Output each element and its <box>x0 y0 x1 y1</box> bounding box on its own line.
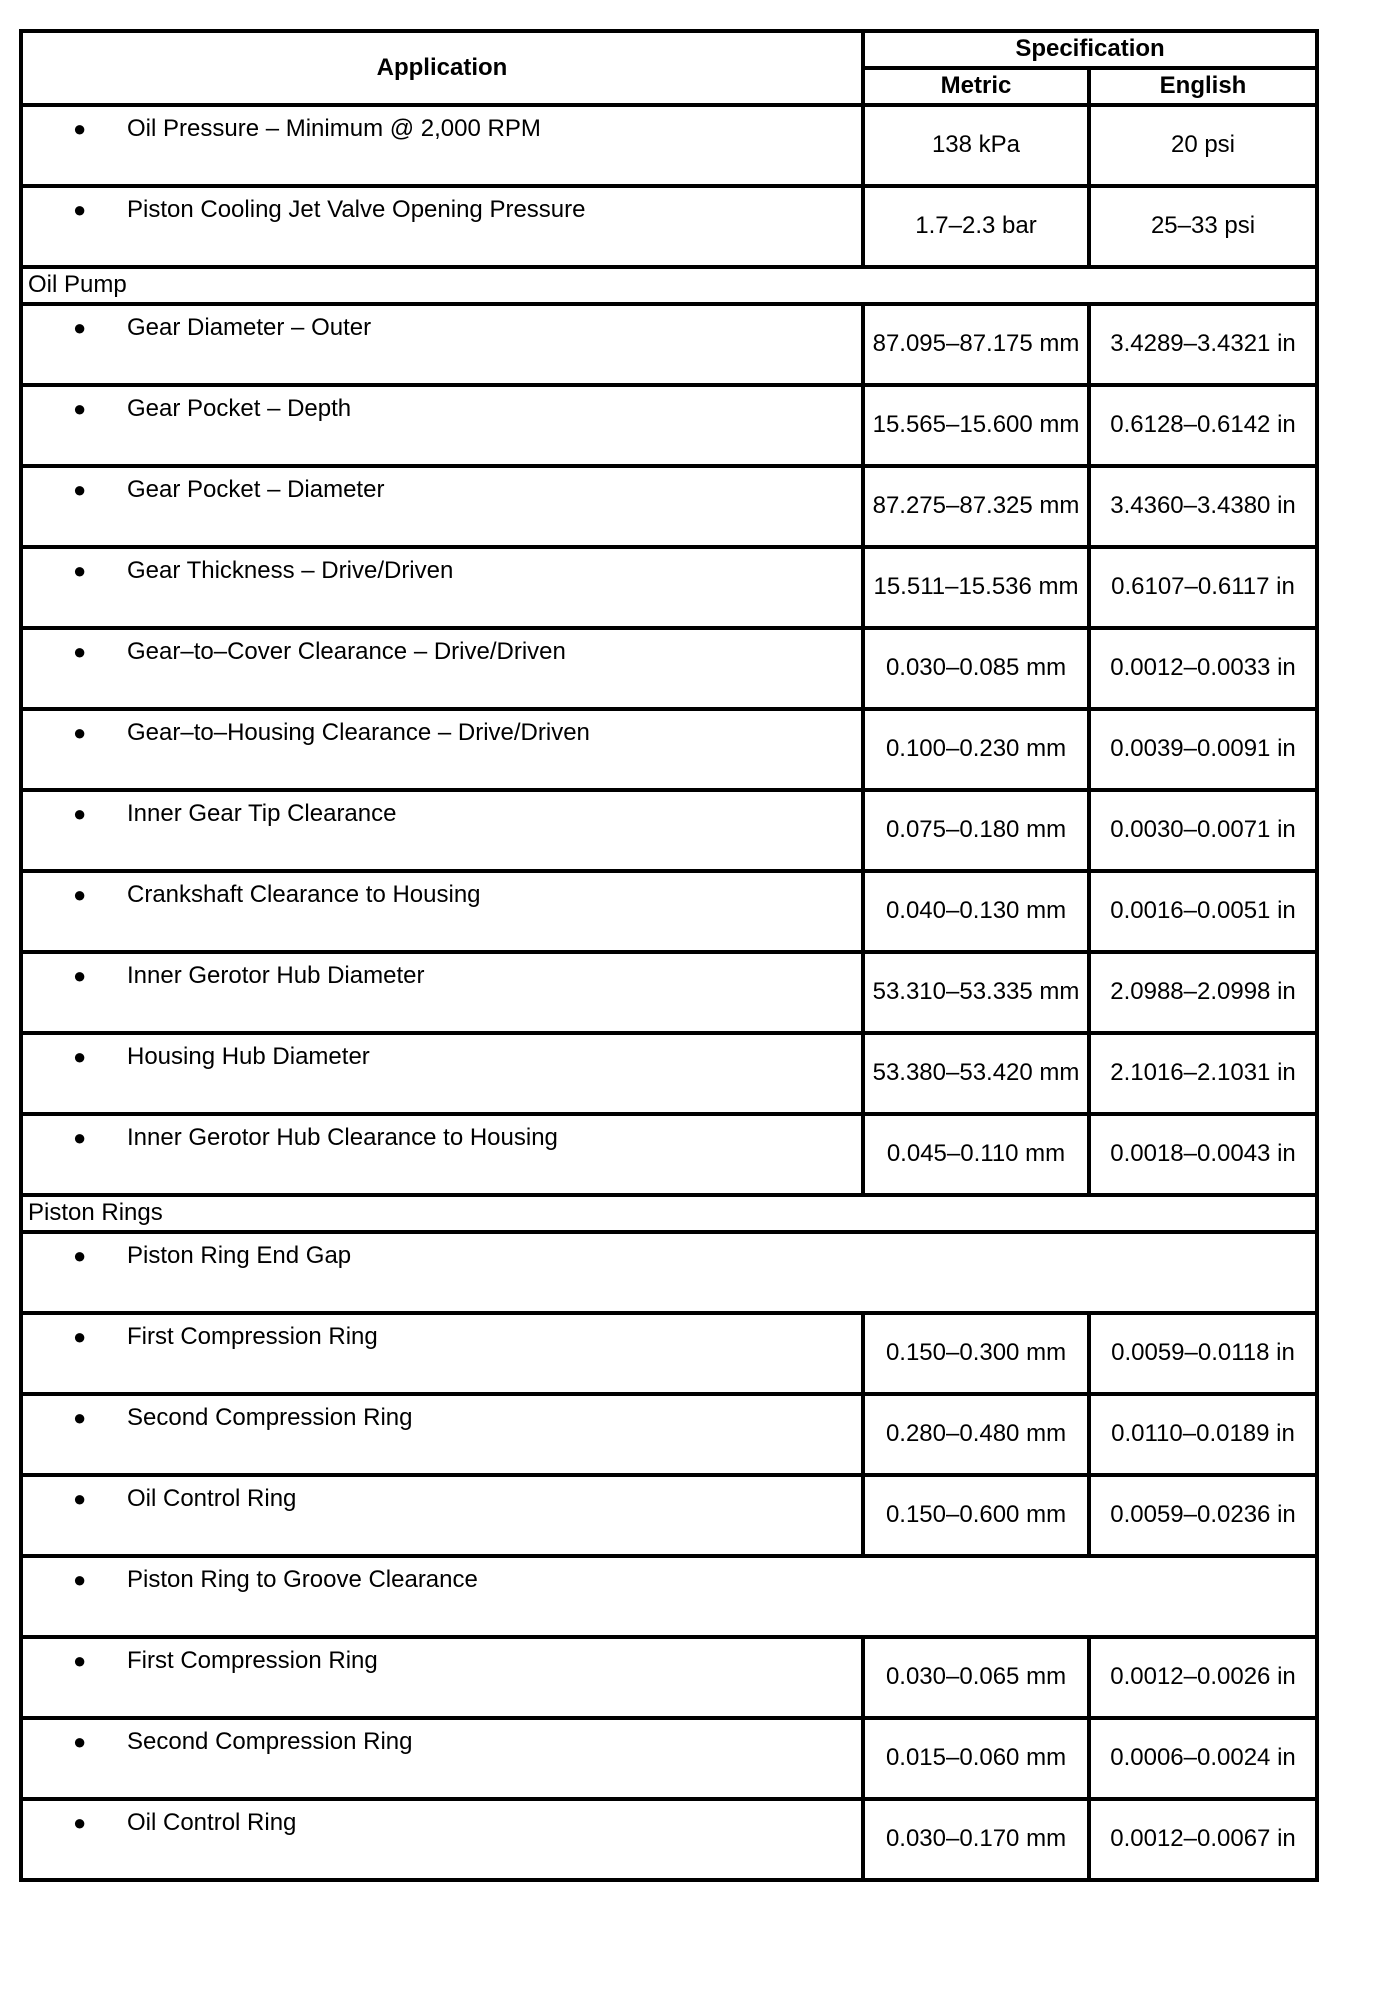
metric-value: 0.040–0.130 mm <box>863 871 1089 952</box>
application-label: Piston Cooling Jet Valve Opening Pressure <box>127 196 586 223</box>
english-value: 0.0059–0.0236 in <box>1089 1475 1317 1556</box>
metric-value: 15.565–15.600 mm <box>863 385 1089 466</box>
bullet-icon: ● <box>73 558 87 583</box>
application-cell <box>21 1718 863 1799</box>
section-row <box>21 1195 1317 1232</box>
application-label: Second Compression Ring <box>127 1404 413 1431</box>
bullet-icon: ● <box>73 882 87 907</box>
application-header: Application <box>21 31 863 105</box>
specification-header: Specification <box>863 31 1317 68</box>
metric-value: 0.150–0.600 mm <box>863 1475 1089 1556</box>
application-cell <box>21 304 863 385</box>
application-label: Inner Gerotor Hub Diameter <box>127 962 425 989</box>
application-cell <box>21 790 863 871</box>
application-label: Inner Gerotor Hub Clearance to Housing <box>127 1124 558 1151</box>
english-value: 0.0012–0.0033 in <box>1089 628 1317 709</box>
application-cell <box>21 1799 863 1880</box>
table-row <box>21 1799 1317 1880</box>
application-label: Inner Gear Tip Clearance <box>127 800 397 827</box>
bullet-icon: ● <box>73 1648 87 1673</box>
bullet-icon: ● <box>73 1044 87 1069</box>
metric-header: Metric <box>863 68 1089 105</box>
bullet-icon: ● <box>73 1405 87 1430</box>
bullet-icon: ● <box>73 116 87 141</box>
bullet-icon: ● <box>73 1486 87 1511</box>
application-cell <box>21 1033 863 1114</box>
application-label: Piston Ring to Groove Clearance <box>127 1566 478 1593</box>
metric-value: 53.380–53.420 mm <box>863 1033 1089 1114</box>
metric-value: 0.100–0.230 mm <box>863 709 1089 790</box>
table-row <box>21 952 1317 1033</box>
english-value: 25–33 psi <box>1089 186 1317 267</box>
table-row <box>21 1394 1317 1475</box>
table-row <box>21 790 1317 871</box>
bullet-icon: ● <box>73 396 87 421</box>
application-cell <box>21 1313 863 1394</box>
english-value: 0.0012–0.0026 in <box>1089 1637 1317 1718</box>
application-cell <box>21 628 863 709</box>
bullet-icon: ● <box>73 1729 87 1754</box>
table-row <box>21 304 1317 385</box>
bullet-icon: ● <box>73 1243 87 1268</box>
english-value: 2.1016–2.1031 in <box>1089 1033 1317 1114</box>
application-label: Oil Pressure – Minimum @ 2,000 RPM <box>127 115 541 142</box>
metric-value: 0.030–0.170 mm <box>863 1799 1089 1880</box>
bullet-icon: ● <box>73 801 87 826</box>
table-body <box>21 105 1317 1880</box>
bullet-icon: ● <box>73 1324 87 1349</box>
application-label: Gear–to–Housing Clearance – Drive/Driven <box>127 719 590 746</box>
section-row <box>21 267 1317 304</box>
application-label: Gear–to–Cover Clearance – Drive/Driven <box>127 638 566 665</box>
application-cell <box>21 1556 1317 1637</box>
application-cell <box>21 1475 863 1556</box>
english-value: 0.0039–0.0091 in <box>1089 709 1317 790</box>
metric-value: 0.280–0.480 mm <box>863 1394 1089 1475</box>
specification-table <box>19 29 1319 1882</box>
metric-value: 87.095–87.175 mm <box>863 304 1089 385</box>
metric-value: 53.310–53.335 mm <box>863 952 1089 1033</box>
metric-value: 0.150–0.300 mm <box>863 1313 1089 1394</box>
table-row <box>21 871 1317 952</box>
bullet-icon: ● <box>73 197 87 222</box>
english-value: 0.6128–0.6142 in <box>1089 385 1317 466</box>
english-value: 0.0006–0.0024 in <box>1089 1718 1317 1799</box>
application-cell <box>21 1232 1317 1313</box>
metric-value: 1.7–2.3 bar <box>863 186 1089 267</box>
metric-value: 0.015–0.060 mm <box>863 1718 1089 1799</box>
bullet-icon: ● <box>73 1567 87 1592</box>
group-row <box>21 1556 1317 1637</box>
application-label: First Compression Ring <box>127 1647 378 1674</box>
application-label: Oil Control Ring <box>127 1485 297 1512</box>
application-cell <box>21 1637 863 1718</box>
application-label: Gear Thickness – Drive/Driven <box>127 557 454 584</box>
application-cell <box>21 385 863 466</box>
application-label: First Compression Ring <box>127 1323 378 1350</box>
table-row <box>21 1033 1317 1114</box>
application-cell <box>21 466 863 547</box>
metric-value: 15.511–15.536 mm <box>863 547 1089 628</box>
metric-value: 0.045–0.110 mm <box>863 1114 1089 1195</box>
application-label: Gear Pocket – Depth <box>127 395 352 422</box>
table-row <box>21 466 1317 547</box>
application-cell <box>21 952 863 1033</box>
table-row <box>21 1475 1317 1556</box>
table-row <box>21 1114 1317 1195</box>
metric-value: 138 kPa <box>863 105 1089 186</box>
application-cell <box>21 709 863 790</box>
english-value: 0.0012–0.0067 in <box>1089 1799 1317 1880</box>
english-value: 3.4360–3.4380 in <box>1089 466 1317 547</box>
application-cell <box>21 871 863 952</box>
english-value: 0.0016–0.0051 in <box>1089 871 1317 952</box>
application-label: Gear Diameter – Outer <box>127 314 372 341</box>
metric-value: 87.275–87.325 mm <box>863 466 1089 547</box>
metric-value: 0.030–0.085 mm <box>863 628 1089 709</box>
table-row <box>21 186 1317 267</box>
group-row <box>21 1232 1317 1313</box>
english-value: 0.0059–0.0118 in <box>1089 1313 1317 1394</box>
english-value: 2.0988–2.0998 in <box>1089 952 1317 1033</box>
application-cell <box>21 1114 863 1195</box>
application-label: Housing Hub Diameter <box>127 1043 370 1070</box>
english-value: 0.6107–0.6117 in <box>1089 547 1317 628</box>
bullet-icon: ● <box>73 639 87 664</box>
bullet-icon: ● <box>73 315 87 340</box>
application-label: Second Compression Ring <box>127 1728 413 1755</box>
english-value: 0.0110–0.0189 in <box>1089 1394 1317 1475</box>
table-row <box>21 1313 1317 1394</box>
table-row <box>21 709 1317 790</box>
table-row <box>21 1637 1317 1718</box>
english-header: English <box>1089 68 1317 105</box>
section-label: Piston Rings <box>21 1195 1317 1232</box>
table-row <box>21 105 1317 186</box>
metric-value: 0.075–0.180 mm <box>863 790 1089 871</box>
application-cell <box>21 186 863 267</box>
application-label: Oil Control Ring <box>127 1809 297 1836</box>
table-row <box>21 385 1317 466</box>
english-value: 3.4289–3.4321 in <box>1089 304 1317 385</box>
application-label: Gear Pocket – Diameter <box>127 476 385 503</box>
application-cell <box>21 105 863 186</box>
table-row <box>21 628 1317 709</box>
bullet-icon: ● <box>73 963 87 988</box>
english-value: 20 psi <box>1089 105 1317 186</box>
english-value: 0.0018–0.0043 in <box>1089 1114 1317 1195</box>
application-label: Piston Ring End Gap <box>127 1242 352 1269</box>
english-value: 0.0030–0.0071 in <box>1089 790 1317 871</box>
table-row <box>21 547 1317 628</box>
table-row <box>21 1718 1317 1799</box>
application-cell <box>21 1394 863 1475</box>
metric-value: 0.030–0.065 mm <box>863 1637 1089 1718</box>
application-cell <box>21 547 863 628</box>
bullet-icon: ● <box>73 477 87 502</box>
bullet-icon: ● <box>73 720 87 745</box>
bullet-icon: ● <box>73 1810 87 1835</box>
application-label: Crankshaft Clearance to Housing <box>127 881 481 908</box>
section-label: Oil Pump <box>21 267 1317 304</box>
bullet-icon: ● <box>73 1125 87 1150</box>
